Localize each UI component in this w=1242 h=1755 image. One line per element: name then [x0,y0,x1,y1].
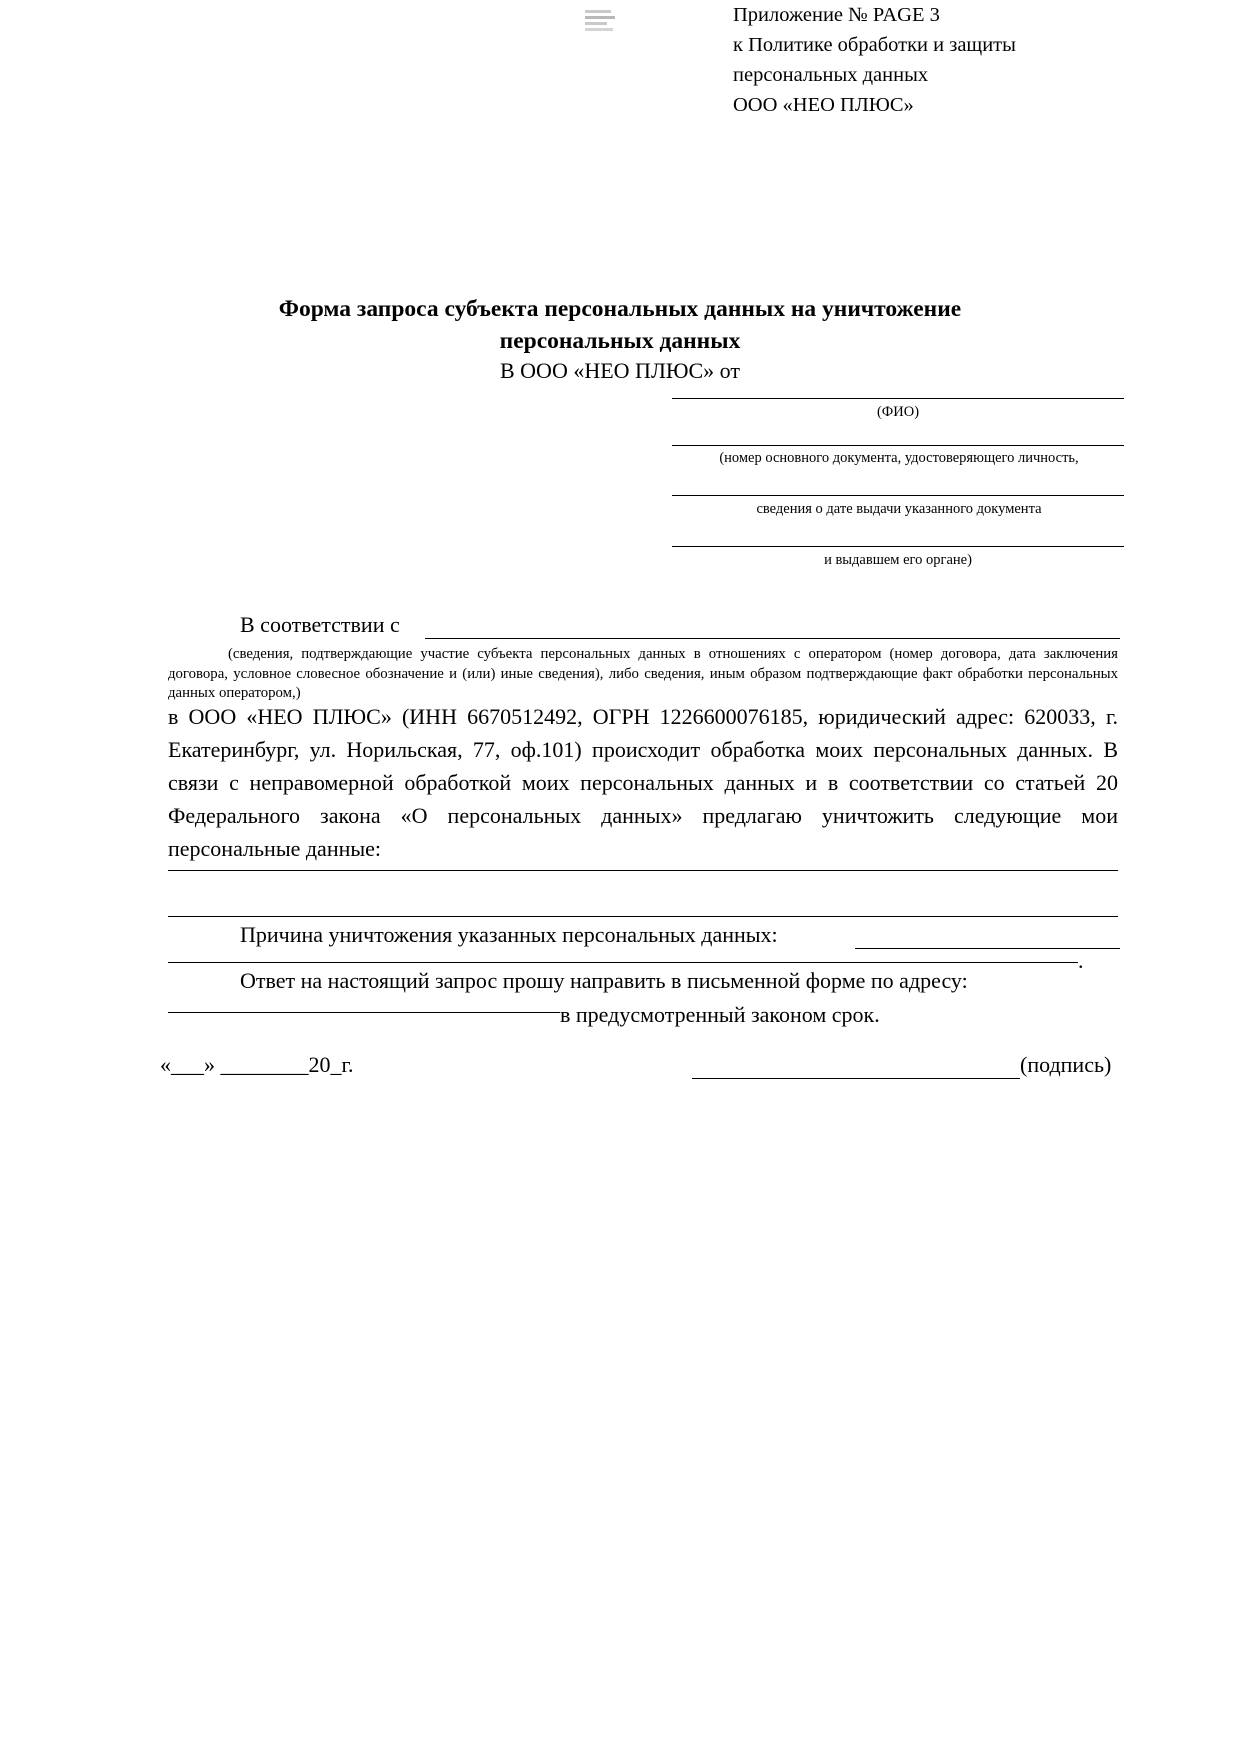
field-caption-issue-date: сведения о дате выдачи указанного документа [756,501,1042,517]
data-blank-rule-1[interactable] [168,870,1118,871]
header-line-2: к Политике обработки и защиты [733,34,1016,56]
signature-input-rule[interactable] [692,1078,1020,1079]
reason-trailing-dot: . [1078,948,1084,973]
term-label: в предусмотренный законом срок. [560,1002,880,1027]
document-mark-icon [585,10,619,36]
accordance-input-rule[interactable] [425,638,1120,639]
field-caption-fio: (ФИО) [876,404,920,420]
accordance-note [168,645,1118,704]
reason-blank-rule[interactable] [168,962,1078,963]
data-blank-rule-2[interactable] [168,916,1118,917]
signature-label: (подпись) [1020,1052,1112,1077]
addressee-line: В ООО «НЕО ПЛЮС» от [500,358,740,383]
header-line-1: Приложение № PAGE 3 [733,4,940,26]
field-rule-issuing-authority[interactable] [672,546,1124,547]
accordance-label: В соответствии с [240,612,400,637]
reason-label: Причина уничтожения указанных персональных данных: [240,922,778,947]
header-line-4: ООО «НЕО ПЛЮС» [733,94,914,116]
page-title [140,293,1100,357]
date-line[interactable]: «___» ________20_г. [160,1052,354,1077]
main-paragraph: в ООО «НЕО ПЛЮС» (ИНН 6670512492, ОГРН 1226600076185, юридический адрес: 620033, г. Екатеринбург, ул. Норильская, 77, оф.101) происходит обработка моих персональных данных. В связи с неправомерной обработкой моих персональных данных и в соответствии со статьей 20 Федерального закона «О персональных данных» предлагаю уничтожить следующие мои персональные данные: [168,704,1118,861]
page-title-line-1: Форма запроса субъекта персональных данных на уничтожение [278,296,962,322]
field-rule-issue-date[interactable] [672,495,1124,496]
field-caption-issuing-authority: и выдавшем его органе) [824,552,972,568]
accordance-note-text: (сведения, подтверждающие участие субъекта персональных данных в отношениях с оператором (номер договора, дата заключения договора, условное словесное обозначение и (или) иные сведения), либо сведения, иным образом подтверждающие факт обработки персональных данных оператором,) [168,646,1118,701]
page-title-line-2: персональных данных [499,328,741,354]
field-rule-document-number[interactable] [672,445,1124,446]
answer-address-input-rule[interactable] [168,1012,560,1013]
field-rule-fio[interactable] [672,398,1124,399]
answer-address-label: Ответ на настоящий запрос прошу направить в письменной форме по адресу: [240,968,968,993]
header-line-3: персональных данных [733,64,929,86]
header-text-block [733,0,1163,120]
field-caption-document-number: (номер основного документа, удостоверяющего личность, [719,450,1079,466]
